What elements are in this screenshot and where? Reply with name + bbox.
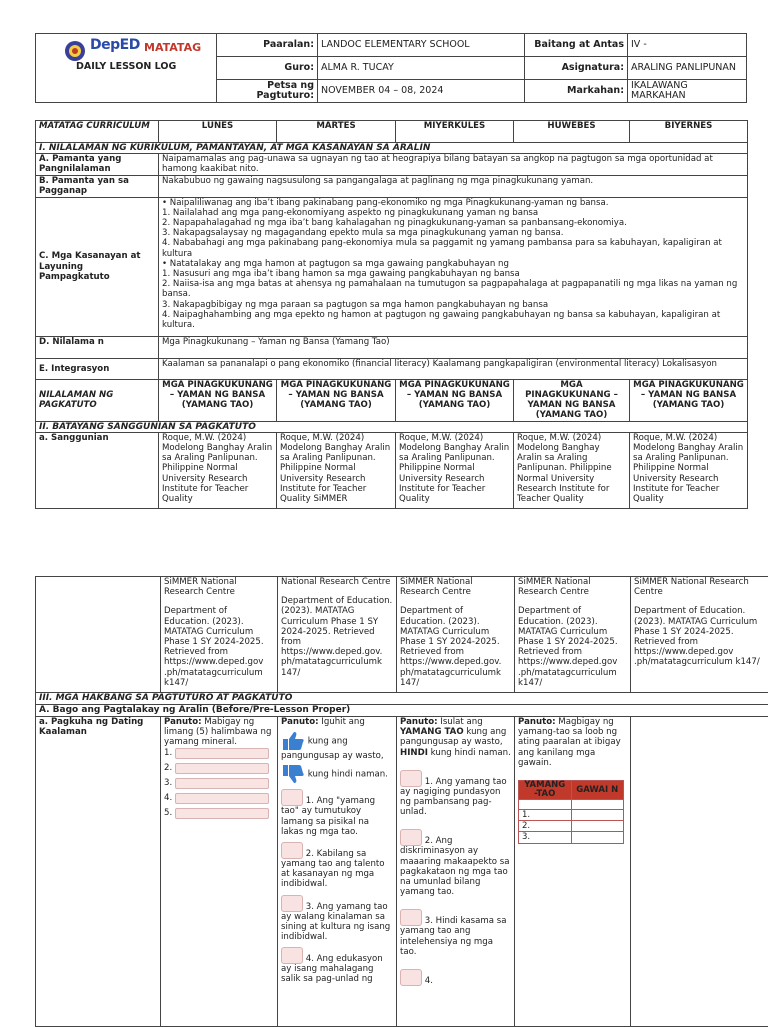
reference-wednesday: Roque, M.W. (2024) Modelong Banghay Aralin sa Araling Panlipunan. Philippine Normal University Research Institute for Teacher Quality	[396, 432, 514, 508]
school-label: Paaralan:	[217, 34, 318, 57]
document-title: DAILY LESSON LOG	[76, 62, 176, 73]
reference-monday: Roque, M.W. (2024) Modelong Banghay Aralin sa Araling Panlipunan. Philippine Normal University Research Institute for Teacher Quality	[159, 432, 277, 508]
nilalaman-text: Mga Pinagkukunang – Yaman ng Bansa (Yamang Tao)	[159, 336, 748, 358]
table-cell[interactable]	[571, 810, 624, 821]
tuesday-instruction: Iguhit ang	[321, 717, 365, 727]
table-row[interactable]: 2.	[519, 821, 572, 832]
lesson-table-continued	[35, 576, 768, 1027]
kasanayan-list	[159, 197, 748, 336]
teacher-value: ALMA R. TUCAY	[318, 57, 525, 80]
pamanta-pagganap-label: B. Pamanta yan sa Pagganap	[36, 175, 159, 197]
reference-cont-friday: SiMMER National Research Centre Department of Education. (2023). MATATAG Curriculum Phase 1 SY 2024-2025. Retrieved from https://www.deped.gov .ph/matatagcurriculum k147/	[631, 577, 768, 693]
answer-box[interactable]	[281, 895, 303, 912]
kasanayan-item: 1. Nasusuri ang mga iba’t ibang hamon sa mga gawaing pangkabuhayan ng bansa	[162, 269, 744, 279]
answer-line[interactable]: 3.	[164, 778, 274, 789]
curriculum-label: MATATAG CURRICULUM	[36, 121, 159, 143]
statement-item: 4. Ang edukasyon ay isang mahalagang salik sa pag-unlad ng	[281, 954, 383, 984]
day-friday: BIYERNES	[630, 121, 748, 143]
kasanayan-item: 3. Nakapagbibigay ng mga paraan sa pagtugon sa mga hamon pangkabuhayan ng bansa	[162, 300, 744, 310]
answer-box[interactable]	[400, 969, 422, 986]
pagkuha-label: a. Pagkuha ng Dating Kaalaman	[36, 717, 161, 1027]
reference-friday: Roque, M.W. (2024) Modelong Banghay Aralin sa Araling Panlipunan. Philippine Normal University Research Institute for Teacher Quality	[630, 432, 748, 508]
day-tuesday: MARTES	[277, 121, 396, 143]
content-tuesday: MGA PINAGKUKUNANG – YAMAN NG BANSA (YAMANG TAO)	[277, 379, 396, 421]
thumbs-down-icon	[281, 764, 305, 784]
kasanayan-item: 4. Naipaghahambing ang mga epekto ng hamon at pagtugon ng gawaing pangkabuhayan ng bansa sa kabuhayan, kapaligiran at kultura.	[162, 310, 744, 330]
statement-item: 1. Ang "yamang tao" ay tumutukoy lamang sa pisikal na lakas ng mga tao.	[281, 796, 375, 837]
answer-line[interactable]: 5.	[164, 808, 274, 819]
kasanayan-item: 4. Nababahagi ang mga pakinabang pang-ekonomiya mula sa paggamit ng yamang pambansa para sa kabuhayan, kapaligiran at kultura	[162, 238, 744, 258]
pamanta-pangnilalaman-text: Naipamamalas ang pag-unawa sa ugnayan ng tao at heograpiya bilang batayan sa angkop na pagtugon sa mga oportunidad at hamong kaakibat nito.	[159, 154, 748, 175]
grade-label: Baitang at Antas	[525, 34, 628, 57]
statement-item: 3. Ang yamang tao ay walang kinalaman sa sining at kultura ng isang indibidwal.	[281, 901, 390, 942]
panuto-label: Panuto:	[281, 717, 319, 727]
kasanayan-item: 3. Nakapagsalaysay ng magagandang epekto mula sa mga pinagkukunang yaman ng bansa.	[162, 228, 744, 238]
statement-item: 2. Kabilang sa yamang tao ang talento at kasanayan ng mga indibidwal.	[281, 849, 385, 890]
statement-item: 2. Ang diskriminasyon ay maaaring makaapekto sa pagkakataon ng mga tao na umunlad bilang yamang tao.	[400, 836, 510, 897]
date-value: NOVEMBER 04 – 08, 2024	[318, 80, 525, 103]
thursday-instruction: Magbigay ng yamang-tao sa loob ng ating paaralan at ibigay ang kanilang mga gawain.	[518, 717, 621, 768]
table-header: YAMANG -TAO	[519, 781, 572, 800]
pamanta-pagganap-text: Nakabubuo ng gawaing nagsusulong sa pangangalaga at paglinang ng mga pinagkukunang yaman.	[159, 175, 748, 197]
kasanayan-item: 1. Nailalahad ang mga pang-ekonomiyang aspekto ng pinagkukunang yaman ng bansa	[162, 208, 744, 218]
date-label: Petsa ng Pagtuturo:	[217, 80, 318, 103]
logo-cell	[36, 34, 217, 103]
answer-line[interactable]: 2.	[164, 763, 274, 774]
thumbs-up-icon	[281, 731, 305, 751]
section-heading-2: II. BATAYANG SANGGUNIAN SA PAGKATUTO	[36, 421, 748, 432]
table-cell[interactable]	[571, 800, 624, 810]
nilalaman-pagkatuto-label: NILALAMAN NG PAGKATUTO	[36, 379, 159, 421]
answer-box[interactable]	[400, 829, 422, 846]
table-header: GAWAI N	[571, 781, 624, 800]
dislike-instruction: kung hindi naman.	[308, 770, 388, 780]
table-row[interactable]: 1.	[519, 810, 572, 821]
lesson-table	[35, 120, 748, 509]
answer-line[interactable]: 1.	[164, 748, 274, 759]
content-wednesday: MGA PINAGKUKUNANG – YAMAN NG BANSA (YAMANG TAO)	[396, 379, 514, 421]
statement-item: 1. Ang yamang tao ay nagiging pundasyon ng pambansang pag-unlad.	[400, 777, 507, 818]
panuto-label: Panuto:	[518, 717, 556, 727]
activity-thursday	[515, 717, 631, 1027]
day-thursday: HUWEBES	[514, 121, 630, 143]
reference-tuesday: Roque, M.W. (2024) Modelong Banghay Aralin sa Araling Panlipunan. Philippine Normal University Research Institute for Teacher Quality SiMMER	[277, 432, 396, 508]
sanggunian-continued	[36, 577, 161, 693]
quarter-value: IKALAWANG MARKAHAN	[628, 80, 747, 103]
teacher-label: Guro:	[217, 57, 318, 80]
reference-thursday: Roque, M.W. (2024) Modelong Banghay Aralin sa Araling Panlipunan. Philippine Normal University Research Institute for Teacher Quality	[514, 432, 630, 508]
yamang-tao-table	[518, 780, 624, 844]
reference-cont-wednesday: SiMMER National Research Centre Department of Education. (2023). MATATAG Curriculum Phase 1 SY 2024-2025. Retrieved from https://www.deped.gov. ph/matatagcurriculumk 147/	[397, 577, 515, 693]
content-thursday: MGA PINAGKUKUNANG – YAMAN NG BANSA (YAMANG TAO)	[514, 379, 630, 421]
statement-item: 4.	[425, 976, 433, 986]
monday-instruction: Mabigay ng limang (5) halimbawa ng yamang mineral.	[164, 717, 271, 747]
reference-cont-monday: SiMMER National Research Centre Department of Education. (2023). MATATAG Curriculum Phase 1 SY 2024-2025. Retrieved from https://www.deped.gov .ph/matatagcurriculum k147/	[161, 577, 278, 693]
activity-monday	[161, 717, 278, 1027]
deped-logo: DepED	[90, 40, 140, 51]
reference-cont-tuesday: National Research Centre Department of Education. (2023). MATATAG Curriculum Phase 1 SY 2024-2025. Retrieved from https://www.deped.gov. ph/matatagcurriculumk 147/	[278, 577, 397, 693]
integrasyon-text: Kaalaman sa pananalapi o pang ekonomiko (financial literacy) Kaalamang pangkapaligiran (environmental literacy) Lokalisasyon	[159, 358, 748, 379]
panuto-label: Panuto:	[164, 717, 202, 727]
grade-value: IV -	[628, 34, 747, 57]
panuto-label: Panuto:	[400, 717, 438, 727]
section-heading-3: III. MGA HAKBANG SA PAGTUTURO AT PAGKATUTO	[36, 693, 768, 705]
activity-wednesday: Panuto: Isulat ang YAMANG TAO kung ang pangungusap ay wasto, HINDI kung hindi naman. 1. Ang yamang tao ay nagiging pundasyon ng pambansang pag-unlad. 2. Ang diskriminasyon ay maaaring makaapekto sa pagkakataon ng mga tao na umunlad bilang yamang tao. 3. Hindi kasama sa yamang tao ang intelehensiya ng mga tao. 4.	[397, 717, 515, 1027]
answer-box[interactable]	[400, 770, 422, 787]
matatag-logo: MATATAG	[144, 43, 201, 54]
bago-label: A. Bago ang Pagtalakay ng Aralin (Before/Pre-Lesson Proper)	[36, 705, 768, 717]
table-cell[interactable]	[571, 821, 624, 832]
kasanayan-item: 2. Napapahalagahad ng mga iba’t bang kahalagahan ng pinagkukunang-yaman sa panbansang-ekonomiya.	[162, 218, 744, 228]
kasanayan-item: 2. Naiisa-isa ang mga batas at ahensya ng pamahalaan na tumutugon sa pagpapahalaga at pagpapanatili ng mga likas na yaman ng bansa.	[162, 279, 744, 299]
answer-box[interactable]	[281, 947, 303, 964]
pamanta-pangnilalaman-label: A. Pamanta yang Pangnilalaman	[36, 154, 159, 175]
answer-box[interactable]	[281, 789, 303, 806]
table-cell[interactable]	[571, 832, 624, 843]
day-wednesday: MIYERKULES	[396, 121, 514, 143]
header-table	[35, 33, 747, 103]
table-cell[interactable]	[519, 800, 572, 810]
answer-line[interactable]: 4.	[164, 793, 274, 804]
nilalaman-label: D. Nilalama n	[36, 336, 159, 358]
sanggunian-label: a. Sanggunian	[36, 432, 159, 508]
statement-item: 3. Hindi kasama sa yamang tao ang intelehensiya ng mga tao.	[400, 916, 506, 957]
answer-box[interactable]	[400, 909, 422, 926]
activity-friday	[631, 717, 768, 1027]
subject-value: ARALING PANLIPUNAN	[628, 57, 747, 80]
table-row[interactable]: 3.	[519, 832, 572, 843]
section-heading-1: I. NILALAMAN NG KURIKULUM, PAMANTAYAN, AT MGA KASANAYAN SA ARALIN	[36, 143, 748, 154]
activity-tuesday	[278, 717, 397, 1027]
quarter-label: Markahan:	[525, 80, 628, 103]
reference-cont-thursday: SiMMER National Research Centre Department of Education. (2023). MATATAG Curriculum Phase 1 SY 2024-2025. Retrieved from https://www.deped.gov .ph/matatagcurriculum k147/	[515, 577, 631, 693]
deped-seal-icon	[64, 40, 86, 62]
subject-label: Asignatura:	[525, 57, 628, 80]
answer-box[interactable]	[281, 842, 303, 859]
kasanayan-label: C. Mga Kasanayan at Layuning Pampagkatuto	[36, 197, 159, 336]
kasanayan-item: • Natatalakay ang mga hamon at pagtugon sa mga gawaing pangkabuhayan ng	[162, 259, 744, 269]
integrasyon-label: E. Integrasyon	[36, 358, 159, 379]
content-friday: MGA PINAGKUKUNANG – YAMAN NG BANSA (YAMANG TAO)	[630, 379, 748, 421]
kasanayan-item: • Naipaliliwanag ang iba’t ibang pakinabang pang-ekonomiko ng mga Pinagkukunang-yaman ng bansa.	[162, 198, 744, 208]
like-instruction: kung ang pangungusap ay wasto,	[281, 737, 384, 762]
content-monday: MGA PINAGKUKUNANG – YAMAN NG BANSA (YAMANG TAO)	[159, 379, 277, 421]
day-monday: LUNES	[159, 121, 277, 143]
school-value: LANDOC ELEMENTARY SCHOOL	[318, 34, 525, 57]
